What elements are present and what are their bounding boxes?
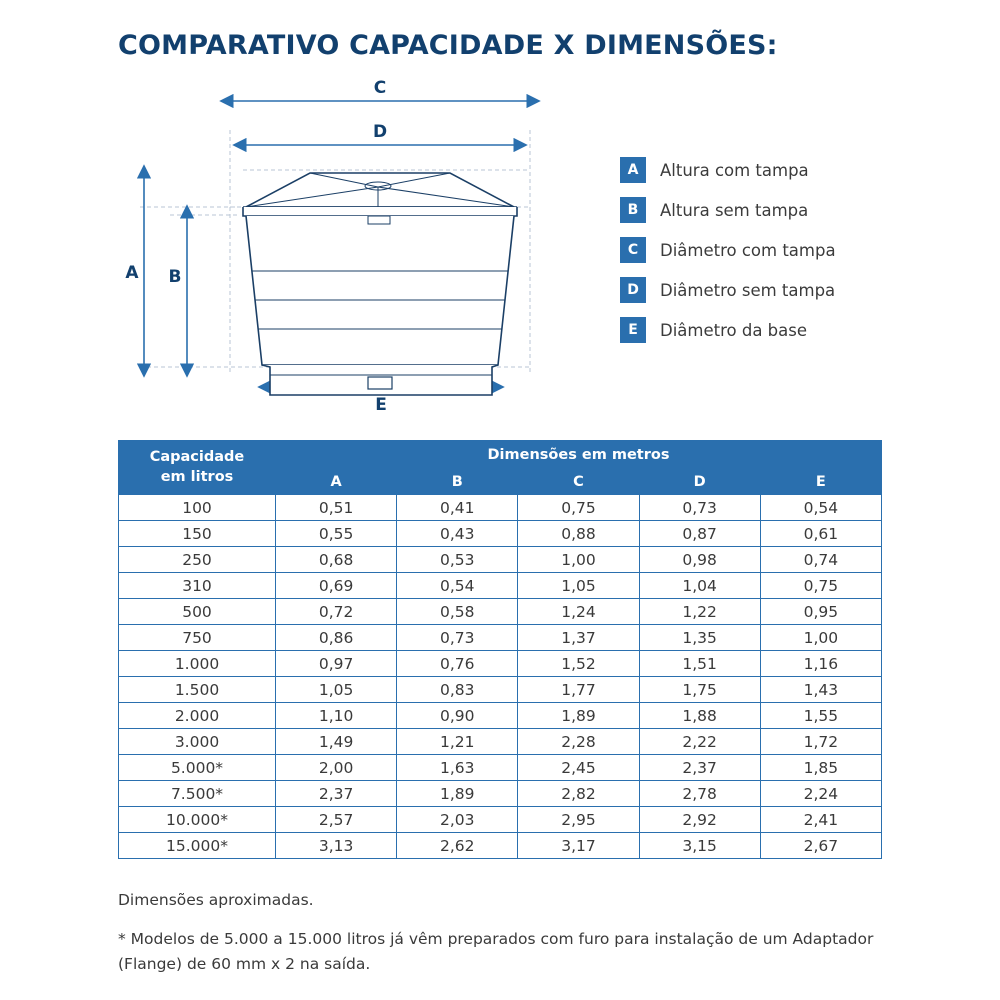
dimensions-table-wrap <box>118 440 882 859</box>
cell-e: 2,41 <box>760 807 881 833</box>
table-row <box>119 677 882 703</box>
cell-c: 1,37 <box>518 625 639 651</box>
cell-a: 0,97 <box>276 651 397 677</box>
cell-c: 1,24 <box>518 599 639 625</box>
cell-b: 2,03 <box>397 807 518 833</box>
cell-b: 0,54 <box>397 573 518 599</box>
dimension-d <box>245 122 515 145</box>
cell-d: 0,73 <box>639 495 760 521</box>
cell-a: 0,72 <box>276 599 397 625</box>
legend-badge-e: E <box>620 317 646 343</box>
cell-e: 1,72 <box>760 729 881 755</box>
cell-c: 2,95 <box>518 807 639 833</box>
cell-b: 2,62 <box>397 833 518 859</box>
legend-item-b <box>620 190 950 230</box>
cell-b: 1,63 <box>397 755 518 781</box>
label-d: D <box>372 122 388 142</box>
tank-dimension-diagram <box>110 75 630 425</box>
legend-item-d <box>620 270 950 310</box>
table-row <box>119 625 882 651</box>
table-row <box>119 781 882 807</box>
table-row <box>119 651 882 677</box>
cell-capacity: 750 <box>119 625 276 651</box>
table-row <box>119 833 882 859</box>
table-row <box>119 495 882 521</box>
cell-d: 2,92 <box>639 807 760 833</box>
note-approx-dimensions: Dimensões aproximadas. <box>118 891 314 909</box>
table-row <box>119 729 882 755</box>
legend-item-a <box>620 150 950 190</box>
cell-d: 1,35 <box>639 625 760 651</box>
cell-a: 1,05 <box>276 677 397 703</box>
table-row <box>119 521 882 547</box>
cell-c: 1,05 <box>518 573 639 599</box>
cell-e: 0,61 <box>760 521 881 547</box>
cell-b: 0,58 <box>397 599 518 625</box>
table-row <box>119 755 882 781</box>
dimension-b <box>169 217 187 365</box>
cell-capacity: 150 <box>119 521 276 547</box>
table-row <box>119 703 882 729</box>
cell-c: 2,82 <box>518 781 639 807</box>
notes <box>118 888 898 976</box>
cell-c: 0,88 <box>518 521 639 547</box>
cell-b: 0,76 <box>397 651 518 677</box>
legend-item-e <box>620 310 950 350</box>
cell-b: 1,89 <box>397 781 518 807</box>
cell-c: 1,00 <box>518 547 639 573</box>
note-flange-models: * Modelos de 5.000 a 15.000 litros já vêm preparados com furo para instalação de um Adaptador (Flange) de 60 mm x 2 na saída. <box>118 929 874 973</box>
legend-label-c: Diâmetro com tampa <box>660 240 836 260</box>
cell-c: 1,52 <box>518 651 639 677</box>
legend-label-b: Altura sem tampa <box>660 200 809 220</box>
cell-capacity: 100 <box>119 495 276 521</box>
dimension-a <box>125 177 144 365</box>
table-row <box>119 599 882 625</box>
cell-e: 0,54 <box>760 495 881 521</box>
cell-b: 1,21 <box>397 729 518 755</box>
header-dimensions-group: Dimensões em metros <box>276 441 882 470</box>
label-b: B <box>168 267 182 287</box>
cell-d: 2,78 <box>639 781 760 807</box>
cell-e: 1,55 <box>760 703 881 729</box>
cell-a: 1,49 <box>276 729 397 755</box>
cell-d: 0,98 <box>639 547 760 573</box>
header-col-d: D <box>639 470 760 495</box>
cell-e: 1,16 <box>760 651 881 677</box>
legend-label-d: Diâmetro sem tampa <box>660 280 836 300</box>
cell-b: 0,53 <box>397 547 518 573</box>
cell-e: 0,95 <box>760 599 881 625</box>
legend-badge-b: B <box>620 197 646 223</box>
cell-a: 0,69 <box>276 573 397 599</box>
cell-c: 0,75 <box>518 495 639 521</box>
header-capacity-line1: Capacidade <box>149 448 245 465</box>
tank-illustration <box>243 173 517 395</box>
cell-d: 1,75 <box>639 677 760 703</box>
cell-d: 0,87 <box>639 521 760 547</box>
cell-d: 1,88 <box>639 703 760 729</box>
cell-e: 2,24 <box>760 781 881 807</box>
cell-capacity: 10.000* <box>119 807 276 833</box>
cell-e: 1,85 <box>760 755 881 781</box>
cell-a: 0,55 <box>276 521 397 547</box>
legend-label-e: Diâmetro da base <box>660 320 808 340</box>
cell-capacity: 310 <box>119 573 276 599</box>
cell-d: 2,37 <box>639 755 760 781</box>
cell-capacity: 1.000 <box>119 651 276 677</box>
cell-capacity: 15.000* <box>119 833 276 859</box>
table-body <box>119 495 882 859</box>
table-row <box>119 547 882 573</box>
page-title: COMPARATIVO CAPACIDADE X DIMENSÕES: <box>118 30 778 61</box>
cell-b: 0,83 <box>397 677 518 703</box>
legend-badge-c: C <box>620 237 646 263</box>
cell-capacity: 7.500* <box>119 781 276 807</box>
cell-e: 1,43 <box>760 677 881 703</box>
cell-b: 0,43 <box>397 521 518 547</box>
legend-item-c <box>620 230 950 270</box>
cell-e: 0,74 <box>760 547 881 573</box>
legend <box>620 150 950 350</box>
cell-capacity: 3.000 <box>119 729 276 755</box>
dimensions-table <box>118 440 882 859</box>
cell-a: 0,86 <box>276 625 397 651</box>
cell-b: 0,41 <box>397 495 518 521</box>
header-col-b: B <box>397 470 518 495</box>
cell-a: 0,68 <box>276 547 397 573</box>
cell-capacity: 250 <box>119 547 276 573</box>
table-row <box>119 807 882 833</box>
cell-a: 3,13 <box>276 833 397 859</box>
cell-a: 2,00 <box>276 755 397 781</box>
label-c: C <box>373 78 387 98</box>
header-capacity <box>119 441 276 495</box>
dimension-c <box>232 78 528 101</box>
cell-capacity: 5.000* <box>119 755 276 781</box>
cell-e: 0,75 <box>760 573 881 599</box>
cell-d: 1,51 <box>639 651 760 677</box>
cell-b: 0,90 <box>397 703 518 729</box>
cell-capacity: 500 <box>119 599 276 625</box>
cell-c: 1,89 <box>518 703 639 729</box>
cell-capacity: 2.000 <box>119 703 276 729</box>
header-col-e: E <box>760 470 881 495</box>
legend-badge-a: A <box>620 157 646 183</box>
cell-d: 1,04 <box>639 573 760 599</box>
cell-b: 0,73 <box>397 625 518 651</box>
tank-diagram-svg <box>110 75 630 425</box>
cell-a: 2,37 <box>276 781 397 807</box>
label-e: E <box>375 395 387 415</box>
cell-c: 3,17 <box>518 833 639 859</box>
cell-a: 2,57 <box>276 807 397 833</box>
header-col-c: C <box>518 470 639 495</box>
cell-d: 3,15 <box>639 833 760 859</box>
cell-c: 2,45 <box>518 755 639 781</box>
header-capacity-line2: em litros <box>160 468 234 485</box>
cell-d: 1,22 <box>639 599 760 625</box>
header-col-a: A <box>276 470 397 495</box>
table-head-row-1 <box>119 441 882 470</box>
cell-a: 0,51 <box>276 495 397 521</box>
cell-a: 1,10 <box>276 703 397 729</box>
table-head <box>119 441 882 495</box>
cell-d: 2,22 <box>639 729 760 755</box>
cell-c: 1,77 <box>518 677 639 703</box>
cell-e: 1,00 <box>760 625 881 651</box>
legend-label-a: Altura com tampa <box>660 160 809 180</box>
cell-c: 2,28 <box>518 729 639 755</box>
cell-e: 2,67 <box>760 833 881 859</box>
cell-capacity: 1.500 <box>119 677 276 703</box>
label-a: A <box>125 263 139 283</box>
legend-badge-d: D <box>620 277 646 303</box>
table-row <box>119 573 882 599</box>
